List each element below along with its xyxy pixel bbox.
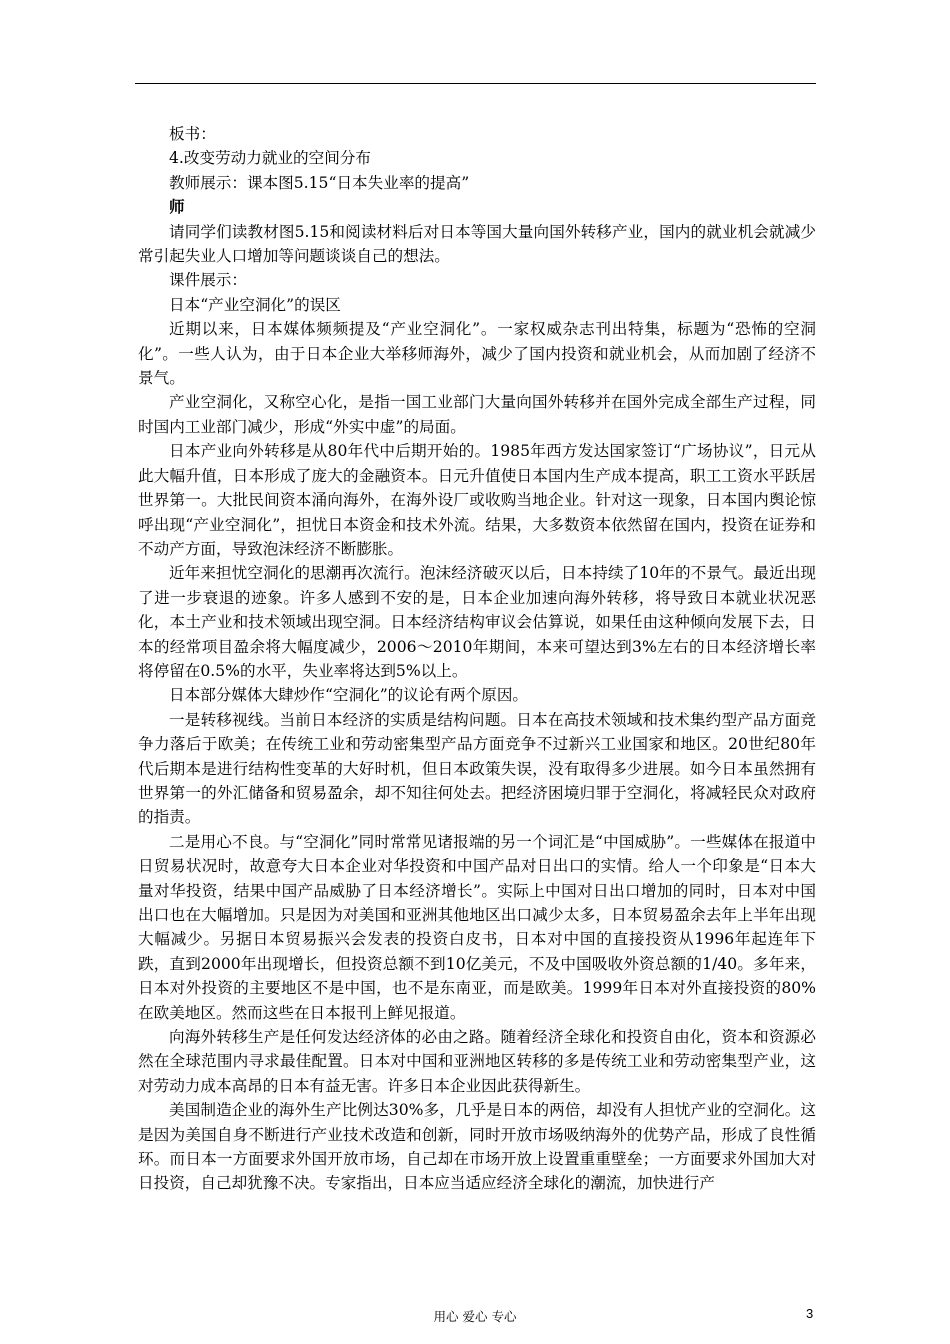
teacher-display: 教师展示：课本图5.15“日本失业率的提高” [169,173,470,192]
paragraph: 日本部分媒体大肆炒作“空洞化”的议论有两个原因。 [169,686,529,705]
section-heading: 4.改变劳动力就业的空间分布 [169,149,372,168]
paragraph: 课件展示： [169,271,247,290]
paragraph: 向海外转移生产是任何发达经济体的必由之路。随着经济全球化和投资自由化，资本和资源必然在全球范围内寻求最佳配置。日本对中国和亚洲地区转移的多是传统工业和劳动密集型产业，这对劳动力成本高昂的日本有益无害。许多日本企业因此获得新生。 [138,1028,816,1095]
paragraph: 近期以来，日本媒体频频提及“产业空洞化”。一家权威杂志刊出特集，标题为“恐怖的空洞化”。一些人认为，由于日本企业大举移师海外，减少了国内投资和就业机会，从而加剧了经济不景气。 [138,320,816,388]
document-body [138,122,816,1196]
paragraph: 二是用心不良。与“空洞化”同时常常见诸报端的另一个词汇是“中国威胁”。一些媒体在报道中日贸易状况时，故意夸大日本企业对华投资和中国产品对日出口的实情。给人一个印象是“日本大量对华投资，结果中国产品威胁了日本经济增长”。实际上中国对日出口增加的同时，日本对中国出口也在大幅增加。只是因为对美国和亚洲其他地区出口减少太多，日本贸易盈余去年上半年出现大幅减少。另据日本贸易振兴会发表的投资白皮书，日本对中国的直接投资从1996年起连年下跌，直到2000年出现增长，但投资总额不到10亿美元，不及中国吸收外资总额的1/40。多年来，日本对外投资的主要地区不是中国，也不是东南亚，而是欧美。1999年日本对外直接投资的80%在欧美地区。然而这些在日本报刊上鲜见报道。 [138,832,816,1022]
paragraph: 美国制造企业的海外生产比例达30%多，几乎是日本的两倍，却没有人担忧产业的空洞化。这是因为美国自身不断进行产业技术改造和创新，同时开放市场吸纳海外的优势产品，形成了良性循环。而日本一方面要求外国开放市场，自己却在市场开放上设置重重壁垒；一方面要求外国加大对日投资，自己却犹豫不决。专家指出，日本应当适应经济全球化的潮流，加快进行产 [138,1101,816,1193]
page-number: 3 [806,1306,814,1321]
board-label: 板书： [169,125,216,143]
paragraph: 日本产业向外转移是从80年代中后期开始的。1985年西方发达国家签订“广场协议”，日元从此大幅升值，日本形成了庞大的金融资本。日元升值使日本国内生产成本提高，职工工资水平跃居世界第一。大批民间资本涌向海外，在海外设厂或收购当地企业。针对这一现象，日本国内舆论惊呼出现“产业空洞化”，担忧日本资金和技术外流。结果，大多数资本依然留在国内，投资在证券和不动产方面，导致泡沫经济不断膨胀。 [138,442,816,558]
paragraph: 产业空洞化，又称空心化，是指一国工业部门大量向国外转移并在国外完成全部生产过程，同时国内工业部门减少，形成“外实中虚”的局面。 [138,393,816,436]
header-rule [135,83,816,84]
footer-text: 用心 爱心 专心 [433,1309,517,1324]
paragraph: 请同学们读教材图5.15和阅读材料后对日本等国大量向国外转移产业，国内的就业机会就减少常引起失业人口增加等问题谈谈自己的想法。 [138,222,816,266]
teacher-label: 师 [169,197,185,217]
article-title: 日本“产业空洞化”的误区 [169,295,341,314]
paragraph: 近年来担忧空洞化的思潮再次流行。泡沫经济破灭以后，日本持续了10年的不景气。最近出现了进一步衰退的迹象。许多人感到不安的是，日本企业加速向海外转移，将导致日本就业状况恶化，本土产业和技术领域出现空洞。日本经济结构审议会估算说，如果任由这种倾向发展下去，日本的经常项目盈余将大幅度减少，2006～2010年期间，本来可望达到3%左右的日本经济增长率将停留在0.5%的水平，失业率将达到5%以上。 [138,564,816,680]
paragraph: 一是转移视线。当前日本经济的实质是结构问题。日本在高技术领域和技术集约型产品方面竞争力落后于欧美；在传统工业和劳动密集型产品方面竞争不过新兴工业国家和地区。20世纪80年代后期本是进行结构性变革的大好时机，但日本政策失误，没有取得多少进展。如今日本虽然拥有世界第一的外汇储备和贸易盈余，却不知往何处去。把经济困境归罪于空洞化，将减轻民众对政府的指责。 [138,710,816,827]
